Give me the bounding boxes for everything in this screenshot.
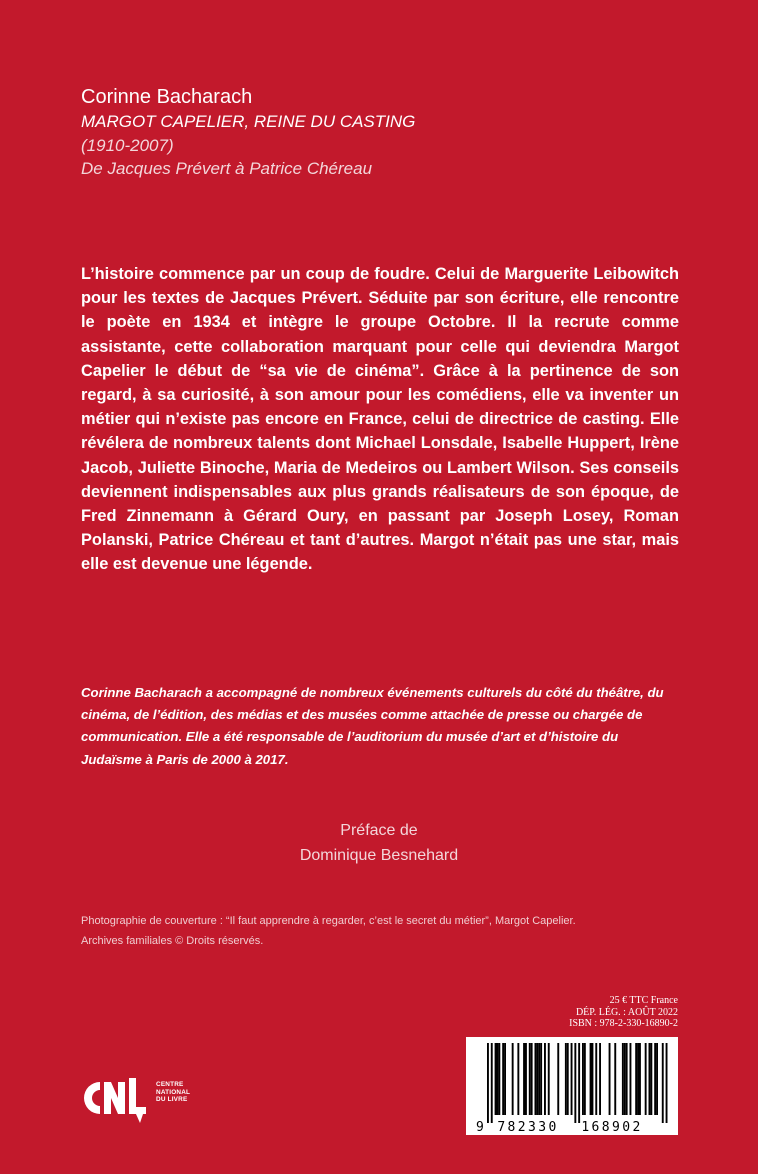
barcode-bar <box>582 1043 584 1115</box>
barcode-bar <box>624 1043 626 1115</box>
preface-credit <box>0 818 758 868</box>
barcode-bar <box>571 1043 573 1115</box>
barcode-bar <box>666 1043 668 1123</box>
barcode-bar <box>487 1043 489 1123</box>
cnl-logo-mark <box>80 1074 154 1126</box>
barcode-bar <box>584 1043 586 1115</box>
price: 25 € TTC France <box>609 995 678 1006</box>
logo-line-3: DU LIVRE <box>156 1096 188 1104</box>
barcode-bar <box>535 1043 537 1115</box>
barcode-bar <box>662 1043 664 1123</box>
author-bio: Corinne Bacharach a accompagné de nombreux événements culturels du côté du théâtre, du cinéma, de l’édition, des médias et des musées comme attachée de presse ou chargée de communication. Elle a été responsable de l’auditorium du musée d’art et d’histoire du Judaïsme à Paris de 2000 à 2017. <box>81 685 664 767</box>
barcode-bar <box>548 1043 550 1115</box>
barcode-bar <box>557 1043 559 1115</box>
barcode-bar <box>502 1043 504 1115</box>
legal-deposit: DÉP. LÉG. : AOÛT 2022 <box>575 1006 678 1018</box>
barcode-bar <box>574 1043 576 1123</box>
barcode-bar <box>656 1043 658 1115</box>
photo-credits <box>81 911 701 951</box>
barcode-right-digits: 168902 <box>581 1120 643 1135</box>
barcode-bar <box>538 1043 540 1115</box>
barcode-bar <box>645 1043 647 1115</box>
rights-line: Archives familiales © Droits réservés. <box>81 935 264 947</box>
barcode-bar <box>523 1043 525 1115</box>
barcode-bar <box>649 1043 651 1115</box>
barcode-bar <box>540 1043 542 1115</box>
book-dates: (1910-2007) <box>81 135 174 155</box>
barcode <box>466 1037 678 1135</box>
barcode-bar <box>544 1043 546 1115</box>
barcode-first-digit: 9 <box>476 1120 484 1135</box>
barcode-bar <box>635 1043 637 1115</box>
barcode-bar <box>567 1043 569 1115</box>
barcode-bar <box>498 1043 500 1115</box>
pricing-block <box>478 995 678 1030</box>
barcode-bar <box>578 1043 580 1123</box>
barcode-bar <box>595 1043 597 1115</box>
logo-line-2: NATIONAL <box>156 1088 191 1096</box>
barcode-bar <box>512 1043 514 1115</box>
barcode-bar <box>525 1043 527 1115</box>
barcode-bar <box>592 1043 594 1115</box>
barcode-bar <box>630 1043 632 1115</box>
cnl-logo <box>80 1074 220 1126</box>
barcode-bar <box>529 1043 531 1115</box>
cnl-logo-text <box>156 1081 190 1104</box>
barcode-bar <box>637 1043 639 1115</box>
author-name: Corinne Bacharach <box>81 86 253 108</box>
barcode-left-digits: 782330 <box>497 1120 559 1135</box>
barcode-bar <box>565 1043 567 1115</box>
barcode-bar <box>590 1043 592 1115</box>
barcode-bar <box>639 1043 641 1115</box>
photo-credit-line: Photographie de couverture : “Il faut apprendre à regarder, c’est le secret du métier”, Margot Capelier. <box>81 915 576 927</box>
barcode-bar <box>609 1043 611 1115</box>
barcode-bar <box>614 1043 616 1115</box>
barcode-bar <box>650 1043 652 1115</box>
book-title: MARGOT CAPELIER, REINE DU CASTING <box>81 112 416 131</box>
book-header <box>81 84 415 181</box>
summary-text: L’histoire commence par un coup de foudre. Celui de Marguerite Leibowitch pour les textes de Jacques Prévert. Séduite par son écriture, elle rencontre le poète en 1934 et intègre le groupe Octobre. Il la recrute comme assistante, cette collaboration marquant pour celle qui deviendra Margot Capelier le début de “sa vie de cinéma”. Grâce à la pertinence de son regard, à sa curiosité, à son amour pour les comédiens, elle va inventer un métier qui n’existe pas encore en France, celui de directrice de casting. Elle révélera de nombreux talents dont Michael Lonsdale, Isabelle Huppert, Irène Jacob, Juliette Binoche, Maria de Medeiros ou Lambert Wilson. Ses conseils deviennent indispensables aux plus grands réalisateurs de son époque, de Fred Zinnemann à Gérard Oury, en passant par Joseph Losey, Roman Polanski, Patrice Chéreau et tant d’autres. Margot n’était pas une star, mais elle est devenue une légende. <box>81 265 679 574</box>
barcode-bar <box>531 1043 533 1115</box>
barcode-bar <box>626 1043 628 1115</box>
logo-line-1: CENTRE <box>156 1081 184 1088</box>
barcode-bar <box>504 1043 506 1115</box>
preface-author: Dominique Besnehard <box>299 847 459 864</box>
preface-label: Préface de <box>340 822 418 839</box>
barcode-bar <box>536 1043 538 1115</box>
barcode-bar <box>654 1043 656 1115</box>
barcode-bar <box>495 1043 497 1115</box>
barcode-bar <box>517 1043 519 1115</box>
barcode-bar <box>491 1043 493 1123</box>
book-subtitle: De Jacques Prévert à Patrice Chéreau <box>81 159 373 178</box>
barcode-bar <box>622 1043 624 1115</box>
barcode-bar <box>599 1043 601 1115</box>
isbn: ISBN : 978-2-330-16890-2 <box>569 1018 678 1029</box>
barcode-graphic <box>466 1037 678 1135</box>
barcode-bar <box>497 1043 499 1115</box>
